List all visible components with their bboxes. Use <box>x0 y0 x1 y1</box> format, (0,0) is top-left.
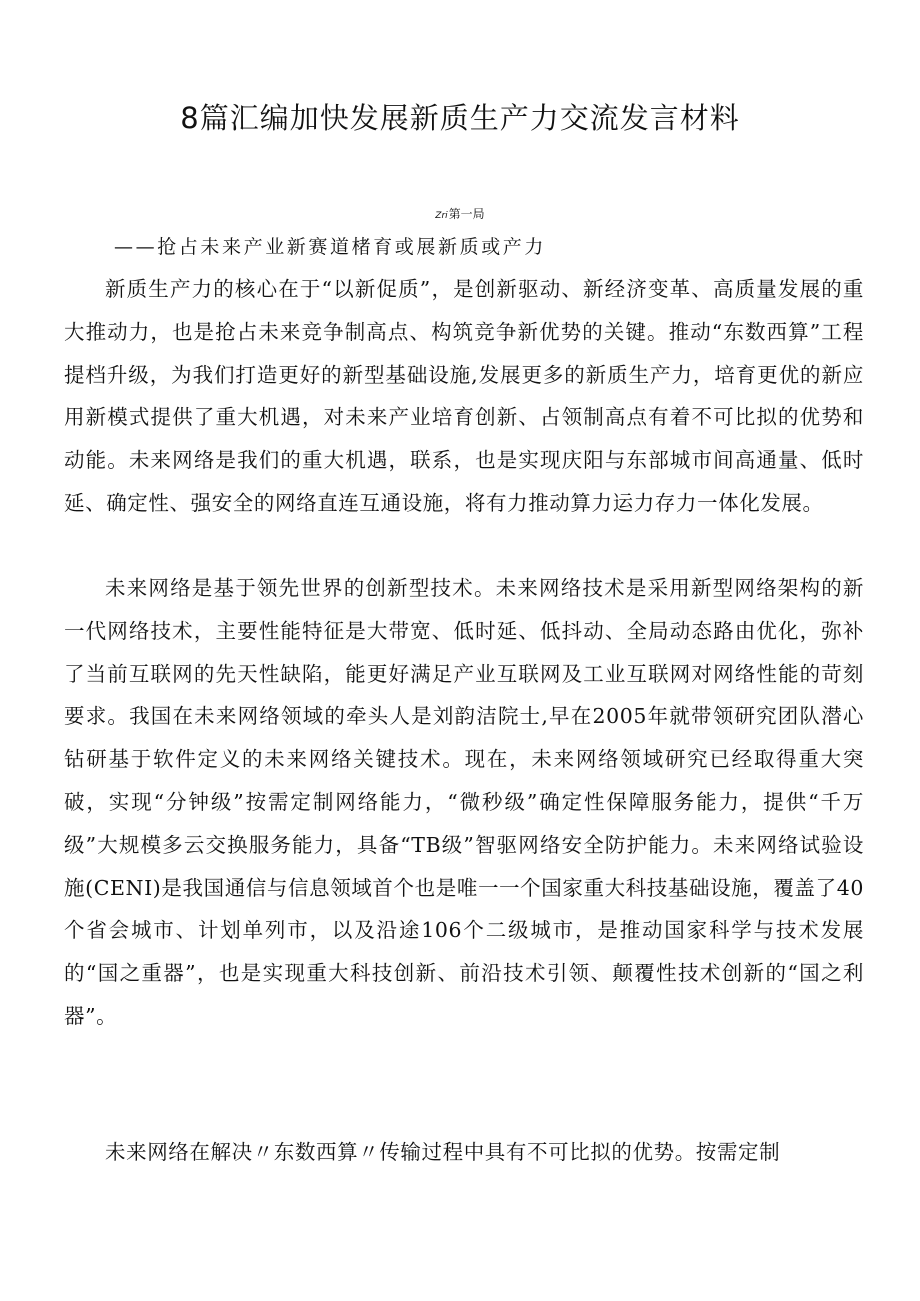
document-title: 8篇汇编加快发展新质生产力交流发言材料 <box>180 101 740 135</box>
body-paragraph: 未来网络是基于领先世界的创新型技术。未来网络技术是采用新型网络架构的新一代网络技术，主要性能特征是大带宽、低时延、低抖动、全局动态路由优化，弥补了当前互联网的先天性缺陷，能更好满足产业互联网及工业互联网对网络性能的苛刻要求。我国在未来网络领域的牵头人是刘韵洁院士,早在2005年就带领研究团队潜心钻研基于软件定义的未来网络关键技术。现在，未来网络领域研究已经取得重大突破，实现“分钟级”按需定制网络能力，“微秒级”确定性保障服务能力，提供“千万级”大规模多云交换服务能力，具备“TB级”智驱网络安全防护能力。未来网络试验设施(CENI)是我国通信与信息领域首个也是唯一一个国家重大科技基础设施，覆盖了40个省会城市、计划单列市，以及沿途106个二级城市，是推动国家科学与技术发展的“国之重器”，也是实现重大科技创新、前沿技术引领、颠覆性技术创新的“国之利器”。 <box>64 576 864 1028</box>
body-paragraph: 新质生产力的核心在于“以新促质”，是创新驱动、新经济变革、高质量发展的重大推动力，也是抢占未来竞争制高点、构筑竞争新优势的关键。推动“东数西算”工程提档升级，为我们打造更好的新型基础设施,发展更多的新质生产力，培育更优的新应用新模式提供了重大机遇，对未来产业培育创新、占领制高点有着不可比拟的优势和动能。未来网络是我们的重大机遇，联系，也是实现庆阳与东部城市间高通量、低时延、确定性、强安全的网络直连互通设施，将有力推动算力运力存力一体化发展。 <box>64 277 864 515</box>
document-subtitle: ——抢占未来产业新赛道楮育或展新质或产力 <box>114 236 547 258</box>
body-paragraph-2-block <box>64 567 864 1038</box>
body-paragraph: 未来网络在解决〃东数西算〃传输过程中具有不可比拟的优势。按需定制 <box>105 1140 781 1164</box>
body-paragraph-3-block <box>64 1131 864 1174</box>
section-label-text: 第一局 <box>448 207 485 221</box>
section-prefix: Zri <box>435 211 448 221</box>
section-label <box>0 205 920 222</box>
body-paragraph-1-block <box>64 268 864 525</box>
